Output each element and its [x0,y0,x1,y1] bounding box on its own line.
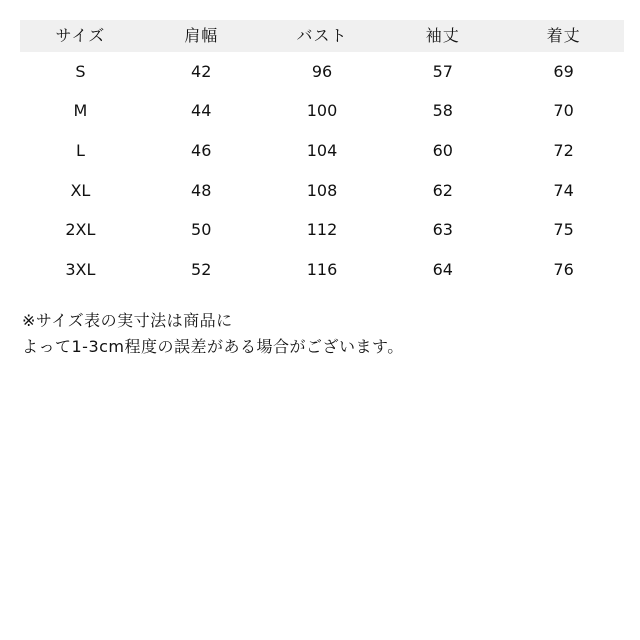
note-line-1: ※サイズ表の実寸法は商品に [22,311,233,330]
cell-shoulder-width: 42 [191,61,212,81]
cell-sleeve-length: 60 [432,140,453,160]
cell-sleeve-length: 57 [432,61,453,81]
cell-size: M [73,101,88,121]
cell-sleeve-length: 64 [432,259,453,279]
cell-size: 3XL [65,259,96,279]
cell-body-length: 76 [553,259,574,279]
cell-size: S [75,61,86,81]
table-row [20,52,624,92]
cell-sleeve-length: 62 [432,180,453,200]
cell-size: 2XL [65,220,96,240]
table-row [20,131,624,171]
cell-shoulder-width: 46 [191,140,212,160]
table-header-row [20,20,624,52]
cell-body-length: 72 [553,140,574,160]
cell-bust: 116 [306,259,338,279]
cell-body-length: 69 [553,61,574,81]
cell-bust: 96 [311,61,333,81]
cell-sleeve-length: 63 [432,220,453,240]
header-shoulder-width: 肩幅 [184,26,219,45]
cell-size: XL [70,180,91,200]
table-row [20,250,624,290]
cell-body-length: 75 [553,220,574,240]
header-body-length: 着丈 [546,26,581,45]
cell-shoulder-width: 48 [191,180,212,200]
size-chart-table [20,20,624,290]
header-size: サイズ [55,26,106,45]
cell-bust: 108 [306,180,338,200]
table-row [20,92,624,132]
cell-body-length: 70 [553,101,574,121]
cell-bust: 112 [306,220,338,240]
header-bust: バスト [296,26,348,45]
header-sleeve-length: 袖丈 [425,26,460,45]
cell-sleeve-length: 58 [432,101,453,121]
table-row [20,171,624,211]
cell-bust: 104 [306,140,338,160]
cell-shoulder-width: 50 [191,220,212,240]
cell-bust: 100 [306,101,338,121]
note-line-2: よって1-3cm程度の誤差がある場合がございます。 [22,337,404,356]
cell-size: L [75,140,85,160]
cell-body-length: 74 [553,180,574,200]
cell-shoulder-width: 44 [191,101,212,121]
measurement-note [22,308,622,360]
cell-shoulder-width: 52 [191,259,212,279]
table-row [20,210,624,250]
